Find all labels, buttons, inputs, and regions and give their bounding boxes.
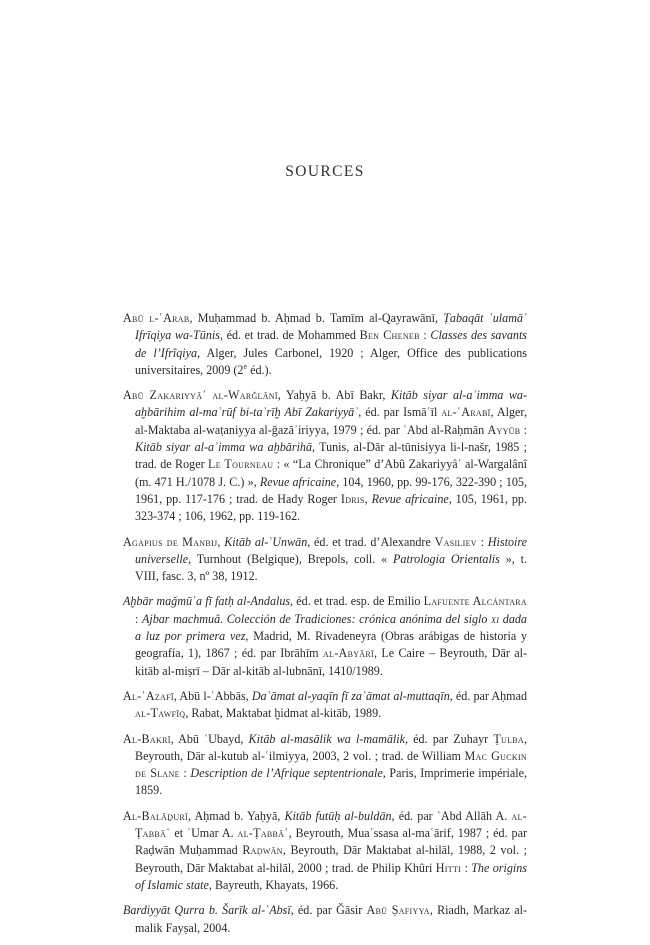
entry-text: », t. VIII, fasc. 3, nº 38, 1912. [135, 551, 527, 584]
journal-title: Revue africaine [371, 491, 449, 506]
entry-text: , 105, 1961, pp. 323-374 ; 106, 1962, pp. 119-162. [135, 491, 528, 524]
work-title: Kitāb al-masālik wa l-mamālik [248, 731, 405, 746]
editor-name: Hitti [435, 860, 462, 875]
editor-name: Abū Ṣafiyya [366, 903, 430, 918]
entry-text: : [135, 611, 142, 626]
editor-name: Lafuente Alcántara [423, 594, 527, 609]
entry-text: , Muḥammad b. Aḥmad b. Tamīm al-Qayrawānī, [189, 311, 444, 325]
entry-text: , [217, 534, 225, 549]
editor-name: al-ʿArabī [441, 405, 491, 420]
entry-text: : « “La Chronique” d’Abû Zakariyyâʾ al-Wargalânî (m. 471 H./1078 J. C.) », [135, 457, 527, 489]
work-title: Classes des savants de l’Ifrîqiya [135, 328, 528, 360]
work-title: The origins of Islamic state [135, 860, 527, 892]
entry-text: éd.). [247, 362, 272, 377]
work-title: Ṭabaqāt ʿulamāʾ Ifrīqiya wa-Tūnis [135, 311, 528, 343]
entry-text: , éd. et trad. d’Alexandre [307, 534, 435, 549]
editor-name: Ben Cheneb [359, 328, 420, 343]
entry-text: , Rabat, Maktabat ḫidmat al-kitāb, 1989. [185, 706, 382, 721]
superscript: e [243, 361, 248, 371]
editor-name: al-Ṭabbāʿ [237, 826, 289, 841]
editor-name: Mac Guckin de Slane [135, 748, 527, 781]
entry-text: , Le Caire – Beyrouth, Dār al-kitāb al-miṣrī – Dār al-kitāb al-lubnānī, 1410/1989. [135, 646, 528, 678]
editor-name: Ayyūb [487, 422, 521, 437]
entry-text: , Alger, al-Maktaba al-waṭaniyya al-ǧazāʾiriyya, 1979 ; éd. par ʿAbd al-Raḥmān [135, 405, 527, 437]
work-title: Bardiyyāt Qurra b. Šarīk al-ʿAbsī [123, 903, 291, 918]
author-name: Abū Zakariyyāʾ al-Warǧlānī [123, 388, 278, 403]
source-entry-akhbar-majmua [123, 593, 527, 679]
work-title: Histoire universelle [135, 534, 527, 566]
source-entry-al-azafi [123, 688, 527, 723]
entry-text: , Bayreuth, Khayats, 1966. [208, 877, 339, 892]
page-title: SOURCES [285, 163, 365, 180]
editor-name: Raḍwān [242, 843, 283, 858]
title-text: dada a luz por primera vez [135, 611, 527, 644]
source-entry-abu-l-arab [123, 310, 527, 379]
editor-name: al-Ṭabbāʿ [135, 808, 527, 841]
title-text: Ajbar machmuâ. Colección de Tradiciones: crónica anónima del siglo [141, 611, 492, 626]
entry-text: , éd. par ʿAbd Allāh A. [391, 808, 512, 823]
entry-text: , Turnhout (Belgique), Brepols, coll. « [188, 551, 394, 566]
sources-list [123, 310, 527, 945]
work-title: Description de l’Afrique septentrionale [190, 766, 383, 781]
editor-name: Ṭulba [493, 731, 524, 746]
entry-text: , 104, 1960, pp. 99-176, 322-390 ; 105, 1961, pp. 117-176 ; trad. de Hady Roger [135, 474, 527, 506]
entry-text: , éd. et trad. de Mohammed [219, 328, 360, 343]
entry-text: , [364, 491, 372, 506]
author-name: Agapius de Manbij [123, 534, 218, 549]
entry-text: , Riadh, Markaz al-malik Fayṣal, 2004. [135, 903, 527, 935]
entry-text: , Beyrouth, Dār al-kutub al-ʿilmiyya, 2003, 2 vol. ; trad. de William [135, 731, 528, 763]
entry-text: , éd. par Ǧāsir [290, 903, 367, 918]
entry-text: , éd. et trad. esp. de Emilio [290, 594, 424, 609]
editor-name: al-Abyārī [322, 646, 374, 661]
entry-text: , éd. par Zuhayr [405, 731, 494, 746]
work-title: Aḫbār maǧmūʿa fī fatḥ al-Andalus [123, 594, 291, 609]
entry-text: , Aḥmad b. Yaḥyā, [188, 808, 285, 823]
entry-text: , Abū l-ʿAbbās, [173, 688, 252, 703]
entry-text: , Abū ʿUbayd, [170, 731, 249, 746]
work-title: Kitāb al-ʿUnwān [224, 534, 308, 549]
editor-name: Idris [340, 491, 365, 506]
work-title: Kitāb siyar al-aʾimma wa aḫbārihā [135, 440, 313, 455]
entry-text: , Beyrouth, Muaʾssasa al-maʿārif, 1987 ; éd. par Raḍwān Muḥammad [135, 826, 527, 858]
source-entry-abu-zakariyya [123, 387, 527, 525]
entry-text: , Madrid, M. Rivadeneyra (Obras arábigas de historia y geografía, 1), 1867 ; éd. par Ibrāhīm [135, 629, 527, 661]
entry-text: : [520, 422, 527, 437]
author-name: Al-ʾAzafī [123, 688, 174, 703]
entry-text: , Tunis, al-Dār al-tūnisiyya li-l-našr, 1985 ; trad. de Roger [135, 440, 527, 472]
entry-text: et ʿUmar A. [170, 826, 238, 841]
journal-title: Revue africaine [259, 474, 337, 489]
work-title: Kitāb siyar al-aʾimma wa-aḫbārihim al-maʿrūf bi-taʾrīḫ Abī Zakariyyāʾ [135, 388, 527, 420]
author-name: Al-Balāḏurī [123, 808, 189, 823]
entry-text: , Alger, Jules Carbonel, 1920 ; Alger, Office des publications universitaires, 2009 (2 [135, 345, 527, 377]
work-title: Daʿāmat al-yaqīn fī zaʿāmat al-muttaqīn [251, 688, 450, 703]
entry-text: : [179, 766, 191, 781]
century-numeral: xi [491, 611, 500, 626]
work-title: Kitāb futūḥ al-buldān [284, 808, 392, 823]
series-title: Patrologia Orientalis [393, 551, 500, 566]
entry-text: , Yaḥyā b. Abī Bakr, [277, 388, 391, 403]
source-entry-al-bakri [123, 731, 527, 800]
editor-name: Le Tourneau [208, 457, 274, 472]
entry-text: , éd. par Aḥmad [449, 688, 527, 703]
source-entry-bardiyyat [123, 902, 527, 937]
entry-text: , éd. par Ismāʿīl [358, 405, 442, 420]
entry-text: , Beyrouth, Dār Maktabat al-hilāl, 1988, 2 vol. ; Beyrouth, Dār Maktabat al-hilāl, 2000 ; trad. de Philip Khûri [135, 843, 527, 875]
source-entry-al-baladhuri [123, 808, 527, 894]
entry-text: : [461, 860, 472, 875]
entry-text: , Paris, Imprimerie impériale, 1859. [135, 766, 527, 798]
author-name: Al-Bakrī [123, 731, 171, 746]
source-entry-agapius [123, 534, 527, 586]
entry-text: : [419, 328, 431, 343]
entry-text: : [476, 534, 488, 549]
author-name: Abū l-ʿArab [123, 311, 190, 325]
editor-name: Vasiliev [434, 534, 477, 549]
editor-name: al-Tawfīq [135, 706, 186, 721]
